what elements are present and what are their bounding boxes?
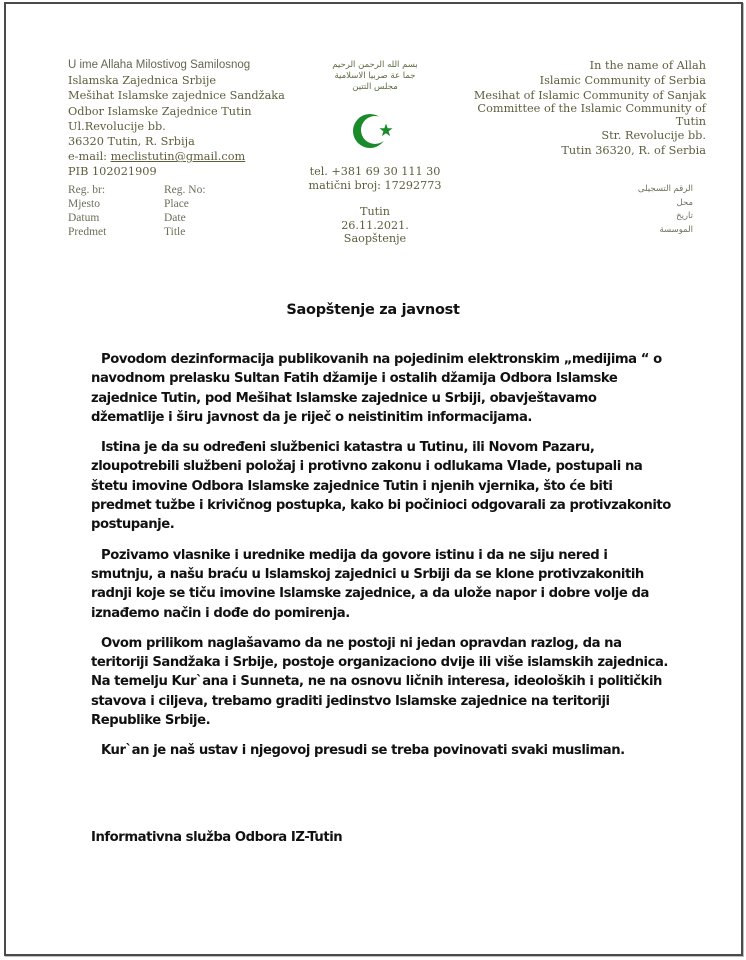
signature: Informativna služba Odbora IZ-Tutin [91,830,343,845]
reg-field-row [68,225,206,239]
crescent-star-icon [353,111,397,151]
letterhead-right [466,58,706,158]
contact-info [300,165,450,192]
letterhead-left-line: Islamska Zajednica Srbije [68,74,217,88]
letterhead-right-line: Str. Revolucije bb. [601,129,706,143]
reg-field-row [68,183,206,197]
registry-number: matični broj: 17292773 [308,178,442,192]
reg-field-english: Title [164,226,186,238]
letterhead-left-line: 36320 Tutin, R. Srbija [68,135,195,149]
pib-number: PIB 102021909 [68,165,157,179]
reg-field-local: Reg. br: [68,184,106,196]
letterhead-right-line: Committee of the Islamic Community of [477,102,706,115]
letterhead-right-line: Islamic Community of Serbia [539,74,706,87]
phone-number: tel. +381 69 30 111 30 [309,165,441,178]
reg-field-local: Predmet [68,226,107,238]
arabic-header-line: جما عة صربيا الاسلامية [334,71,416,81]
letterhead-right-line: In the name of Allah [589,59,706,72]
reg-field-local: Mjesto [68,198,100,210]
arabic-reg-fields [638,183,693,237]
letterhead-center [300,60,450,246]
meta-place: Tutin [360,205,390,218]
arabic-header-line: مجلس التتين [352,82,398,92]
arabic-reg-field: محل [676,197,693,208]
letterhead-right-line: Mesihat of Islamic Community of Sanjak [473,89,706,102]
letterhead-right-line: Tutin 36320, R. of Serbia [561,144,706,158]
email-label: e-mail: [68,150,111,164]
body-paragraph: Pozivamo vlasnike i urednike medija da govore istinu i da ne siju nered i smutnju, a našu braću u Islamskoj zajednici u Srbiji da se klone protivzakonitih radnji koje se tiču imovine Islamske zajednice, a da ulože napor i dobre volje da iznađemo način i dođe do pomirenja. [91,547,649,621]
reg-field-local: Datum [68,212,100,224]
document-body [91,350,671,772]
letterhead-right-line: Tutin [675,114,706,128]
arabic-reg-field: الرقم التسجيلى [637,184,693,194]
letterhead-left [68,58,285,180]
reg-field-english: Date [164,212,186,224]
meta-date: 26.11.2021. [341,218,409,232]
email-line [68,149,285,164]
registration-fields [68,183,206,239]
reg-field-row [68,211,206,225]
letterhead-left-line: Mešihat Islamske zajednice Sandžaka [68,89,285,103]
reg-field-english: Place [164,198,189,210]
body-paragraph: Istina je da su određeni službenici katastra u Tutinu, ili Novom Pazaru, zloupotrebili službeni položaj i protivno zakonu i odlukama Vlade, postupali na štetu imovine Odbora Islamske zajednice Tutin i njenih vjernika, što će biti predmet tužbe i krivičnog postupka, kako bi počinioci odgovarali za protivzakonito postupanje. [91,440,671,533]
body-paragraph: Kur`an je naš ustav i njegovoj presudi se treba povinovati svaki musliman. [101,743,625,759]
letterhead-left-line: U ime Allaha Milostivog Samilosnog [68,59,251,71]
arabic-reg-field: تاريخ [676,211,693,221]
crescent-shape [353,114,387,148]
meta-title: Saopštenje [343,232,407,245]
body-paragraph: Povodom dezinformacija publikovanih na pojedinim elektronskim „medijima “ o navodnom prelasku Sultan Fatih džamije i ostalih džamija Odbora Islamske zajednice Tutin, pod Mešihat Islamske zajednice u Srbiji, obavještavamo džematlije i širu javnost da je riječ o neistinitim informacijama. [91,352,662,425]
letterhead-left-line: Ul.Revolucije bb. [68,119,166,133]
letterhead-left-line: Odbor Islamske Zajednice Tutin [68,104,252,118]
document-heading: Saopštenje za javnost [286,302,460,318]
arabic-reg-field: الموسسة [659,224,693,235]
document-meta [300,205,450,246]
reg-field-row [68,197,206,211]
reg-field-english: Reg. No: [164,184,206,196]
body-paragraph: Ovom prilikom naglašavamo da ne postoji ni jedan opravdan razlog, da na teritoriji Sandžaka i Srbije, postoje organizaciono dvije ili više islamskih zajednica. Na temelju Kur`ana i Sunneta, ne na osnovu ličnih interesa, ideoloških i političkih stavova i ciljeva, trebamo graditi jedinstvo Islamske zajednice na teritoriji Republike Srbije. [91,635,668,729]
arabic-header-line: بسم الله الرحمن الرحيم [332,60,418,70]
email-link[interactable]: meclistutin@gmail.com [110,150,246,164]
